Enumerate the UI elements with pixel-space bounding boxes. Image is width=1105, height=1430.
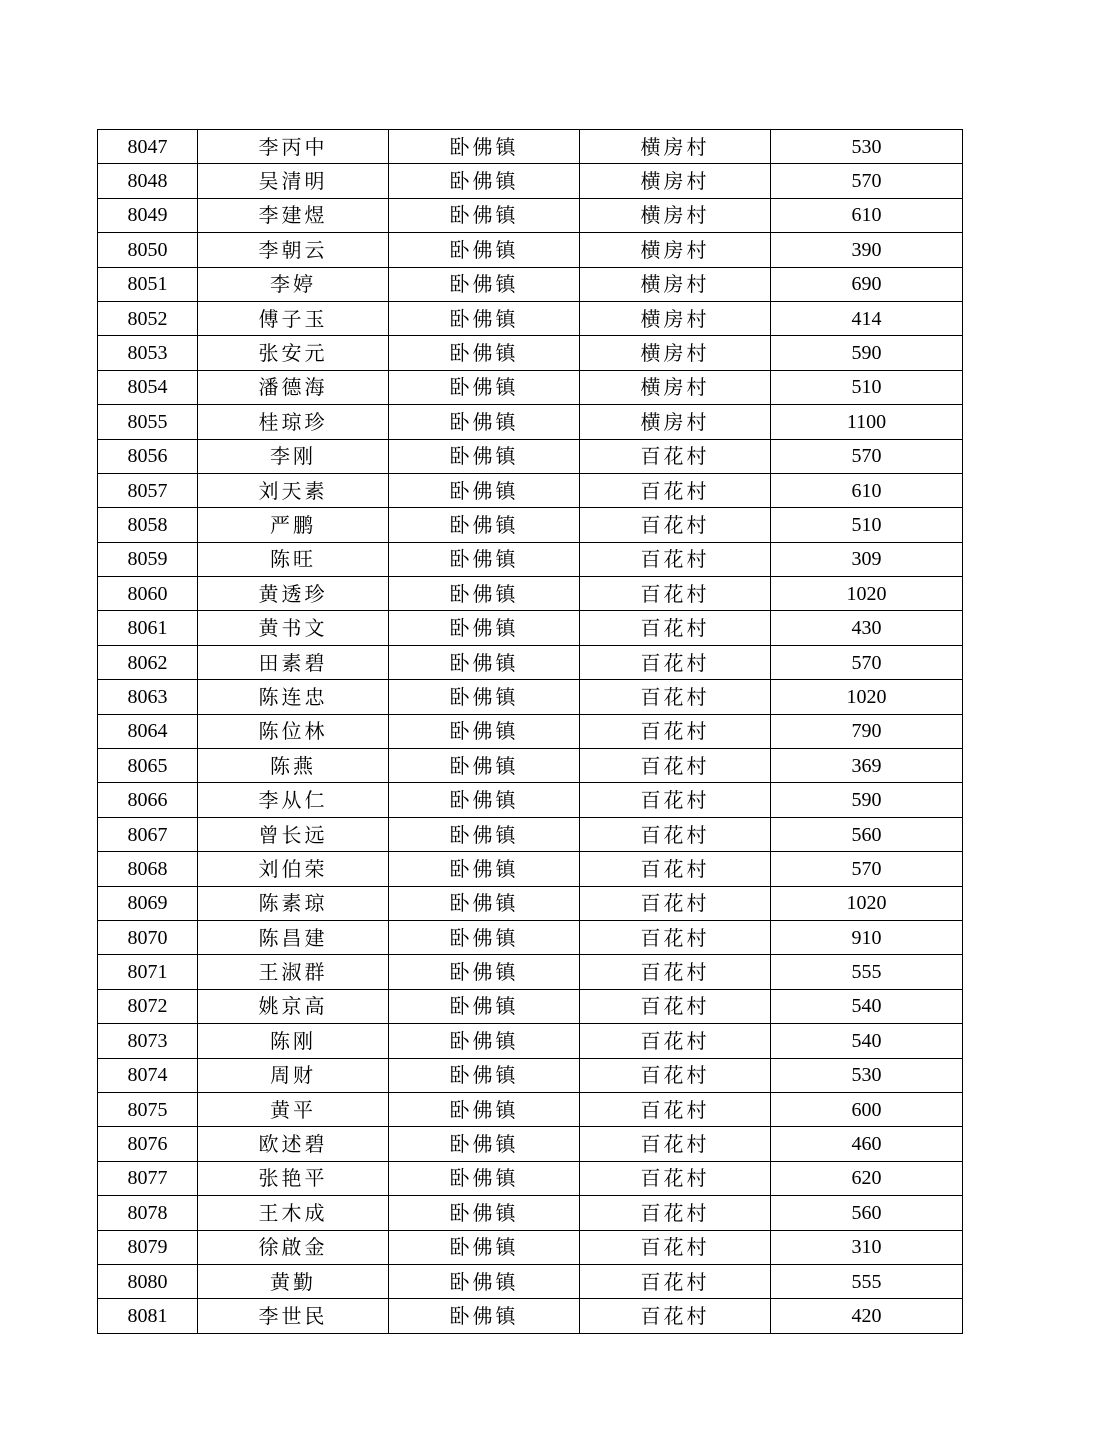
table-row [98, 1024, 963, 1058]
village-cell: 百花村 [580, 542, 771, 576]
village-cell: 百花村 [580, 783, 771, 817]
table-row [98, 989, 963, 1023]
village-cell: 百花村 [580, 680, 771, 714]
amount-cell: 540 [771, 989, 963, 1023]
amount-cell: 690 [771, 267, 963, 301]
person-name-cell: 陈连忠 [198, 680, 389, 714]
amount-cell: 790 [771, 714, 963, 748]
amount-cell: 610 [771, 473, 963, 507]
village-cell: 横房村 [580, 336, 771, 370]
table-row [98, 370, 963, 404]
amount-cell: 530 [771, 130, 963, 164]
table-row [98, 233, 963, 267]
village-cell: 百花村 [580, 989, 771, 1023]
person-name-cell: 陈燕 [198, 749, 389, 783]
town-cell: 卧佛镇 [389, 1127, 580, 1161]
town-cell: 卧佛镇 [389, 680, 580, 714]
amount-cell: 570 [771, 164, 963, 198]
amount-cell: 309 [771, 542, 963, 576]
record-id-cell: 8074 [98, 1058, 198, 1092]
person-name-cell: 徐啟金 [198, 1230, 389, 1264]
town-cell: 卧佛镇 [389, 130, 580, 164]
village-cell: 百花村 [580, 749, 771, 783]
record-id-cell: 8060 [98, 577, 198, 611]
person-name-cell: 黄勤 [198, 1264, 389, 1298]
record-id-cell: 8064 [98, 714, 198, 748]
amount-cell: 420 [771, 1299, 963, 1333]
table-row [98, 198, 963, 232]
village-cell: 百花村 [580, 1024, 771, 1058]
town-cell: 卧佛镇 [389, 1196, 580, 1230]
record-id-cell: 8047 [98, 130, 198, 164]
record-id-cell: 8067 [98, 817, 198, 851]
table-row [98, 749, 963, 783]
village-cell: 百花村 [580, 1264, 771, 1298]
amount-cell: 530 [771, 1058, 963, 1092]
amount-cell: 620 [771, 1161, 963, 1195]
town-cell: 卧佛镇 [389, 370, 580, 404]
record-id-cell: 8061 [98, 611, 198, 645]
town-cell: 卧佛镇 [389, 405, 580, 439]
village-cell: 百花村 [580, 439, 771, 473]
record-id-cell: 8078 [98, 1196, 198, 1230]
town-cell: 卧佛镇 [389, 233, 580, 267]
record-id-cell: 8072 [98, 989, 198, 1023]
village-cell: 横房村 [580, 370, 771, 404]
town-cell: 卧佛镇 [389, 336, 580, 370]
village-cell: 百花村 [580, 1058, 771, 1092]
town-cell: 卧佛镇 [389, 473, 580, 507]
town-cell: 卧佛镇 [389, 267, 580, 301]
town-cell: 卧佛镇 [389, 955, 580, 989]
town-cell: 卧佛镇 [389, 439, 580, 473]
amount-cell: 1020 [771, 680, 963, 714]
amount-cell: 610 [771, 198, 963, 232]
person-name-cell: 潘德海 [198, 370, 389, 404]
village-cell: 百花村 [580, 955, 771, 989]
record-id-cell: 8076 [98, 1127, 198, 1161]
table-row [98, 714, 963, 748]
table-row [98, 817, 963, 851]
amount-cell: 560 [771, 817, 963, 851]
town-cell: 卧佛镇 [389, 783, 580, 817]
amount-cell: 540 [771, 1024, 963, 1058]
town-cell: 卧佛镇 [389, 577, 580, 611]
person-name-cell: 陈位林 [198, 714, 389, 748]
table-row [98, 1196, 963, 1230]
table-row [98, 473, 963, 507]
table-row [98, 1264, 963, 1298]
town-cell: 卧佛镇 [389, 1230, 580, 1264]
person-name-cell: 陈旺 [198, 542, 389, 576]
person-name-cell: 刘天素 [198, 473, 389, 507]
table-row [98, 680, 963, 714]
village-cell: 横房村 [580, 233, 771, 267]
person-name-cell: 黄书文 [198, 611, 389, 645]
village-cell: 百花村 [580, 1230, 771, 1264]
record-id-cell: 8066 [98, 783, 198, 817]
table-row [98, 336, 963, 370]
person-name-cell: 王木成 [198, 1196, 389, 1230]
town-cell: 卧佛镇 [389, 749, 580, 783]
record-id-cell: 8054 [98, 370, 198, 404]
person-name-cell: 李世民 [198, 1299, 389, 1333]
village-cell: 百花村 [580, 1161, 771, 1195]
amount-cell: 570 [771, 645, 963, 679]
amount-cell: 430 [771, 611, 963, 645]
person-name-cell: 严鹏 [198, 508, 389, 542]
table-row [98, 920, 963, 954]
amount-cell: 510 [771, 508, 963, 542]
person-name-cell: 周财 [198, 1058, 389, 1092]
town-cell: 卧佛镇 [389, 920, 580, 954]
table-row [98, 542, 963, 576]
village-cell: 百花村 [580, 473, 771, 507]
town-cell: 卧佛镇 [389, 989, 580, 1023]
town-cell: 卧佛镇 [389, 1299, 580, 1333]
table-row [98, 439, 963, 473]
record-id-cell: 8081 [98, 1299, 198, 1333]
village-cell: 横房村 [580, 164, 771, 198]
town-cell: 卧佛镇 [389, 1024, 580, 1058]
town-cell: 卧佛镇 [389, 645, 580, 679]
record-id-cell: 8079 [98, 1230, 198, 1264]
town-cell: 卧佛镇 [389, 198, 580, 232]
amount-cell: 910 [771, 920, 963, 954]
village-cell: 横房村 [580, 130, 771, 164]
person-name-cell: 李刚 [198, 439, 389, 473]
amount-cell: 570 [771, 439, 963, 473]
table-row [98, 955, 963, 989]
town-cell: 卧佛镇 [389, 1264, 580, 1298]
person-name-cell: 刘伯荣 [198, 852, 389, 886]
amount-cell: 560 [771, 1196, 963, 1230]
amount-cell: 570 [771, 852, 963, 886]
person-name-cell: 黄透珍 [198, 577, 389, 611]
person-name-cell: 吴清明 [198, 164, 389, 198]
amount-cell: 460 [771, 1127, 963, 1161]
person-name-cell: 张安元 [198, 336, 389, 370]
person-name-cell: 姚京高 [198, 989, 389, 1023]
table-row [98, 577, 963, 611]
table-row [98, 1230, 963, 1264]
table-row [98, 1161, 963, 1195]
town-cell: 卧佛镇 [389, 611, 580, 645]
town-cell: 卧佛镇 [389, 1161, 580, 1195]
record-id-cell: 8053 [98, 336, 198, 370]
town-cell: 卧佛镇 [389, 852, 580, 886]
person-name-cell: 黄平 [198, 1092, 389, 1126]
town-cell: 卧佛镇 [389, 1092, 580, 1126]
amount-cell: 369 [771, 749, 963, 783]
village-cell: 百花村 [580, 508, 771, 542]
amount-cell: 414 [771, 301, 963, 335]
record-id-cell: 8057 [98, 473, 198, 507]
table-row [98, 1127, 963, 1161]
roster-table [97, 129, 963, 1334]
village-cell: 百花村 [580, 577, 771, 611]
record-id-cell: 8069 [98, 886, 198, 920]
village-cell: 百花村 [580, 714, 771, 748]
record-id-cell: 8055 [98, 405, 198, 439]
village-cell: 百花村 [580, 886, 771, 920]
village-cell: 百花村 [580, 1092, 771, 1126]
village-cell: 横房村 [580, 267, 771, 301]
record-id-cell: 8070 [98, 920, 198, 954]
person-name-cell: 李婷 [198, 267, 389, 301]
table-row [98, 405, 963, 439]
record-id-cell: 8068 [98, 852, 198, 886]
person-name-cell: 曾长远 [198, 817, 389, 851]
roster-table-body [98, 130, 963, 1334]
town-cell: 卧佛镇 [389, 508, 580, 542]
record-id-cell: 8049 [98, 198, 198, 232]
person-name-cell: 李朝云 [198, 233, 389, 267]
person-name-cell: 李建煜 [198, 198, 389, 232]
table-row [98, 611, 963, 645]
record-id-cell: 8050 [98, 233, 198, 267]
table-row [98, 130, 963, 164]
amount-cell: 510 [771, 370, 963, 404]
amount-cell: 1100 [771, 405, 963, 439]
person-name-cell: 陈刚 [198, 1024, 389, 1058]
record-id-cell: 8056 [98, 439, 198, 473]
table-row [98, 1092, 963, 1126]
town-cell: 卧佛镇 [389, 542, 580, 576]
table-row [98, 301, 963, 335]
village-cell: 百花村 [580, 920, 771, 954]
table-row [98, 1299, 963, 1333]
person-name-cell: 陈昌建 [198, 920, 389, 954]
person-name-cell: 桂琼珍 [198, 405, 389, 439]
town-cell: 卧佛镇 [389, 886, 580, 920]
amount-cell: 600 [771, 1092, 963, 1126]
record-id-cell: 8073 [98, 1024, 198, 1058]
village-cell: 百花村 [580, 1127, 771, 1161]
village-cell: 百花村 [580, 645, 771, 679]
person-name-cell: 张艳平 [198, 1161, 389, 1195]
record-id-cell: 8052 [98, 301, 198, 335]
amount-cell: 555 [771, 955, 963, 989]
person-name-cell: 王淑群 [198, 955, 389, 989]
table-row [98, 508, 963, 542]
person-name-cell: 陈素琼 [198, 886, 389, 920]
person-name-cell: 李丙中 [198, 130, 389, 164]
person-name-cell: 田素碧 [198, 645, 389, 679]
table-row [98, 886, 963, 920]
record-id-cell: 8065 [98, 749, 198, 783]
table-row [98, 267, 963, 301]
town-cell: 卧佛镇 [389, 164, 580, 198]
amount-cell: 590 [771, 783, 963, 817]
amount-cell: 1020 [771, 577, 963, 611]
amount-cell: 555 [771, 1264, 963, 1298]
amount-cell: 310 [771, 1230, 963, 1264]
amount-cell: 590 [771, 336, 963, 370]
record-id-cell: 8063 [98, 680, 198, 714]
village-cell: 百花村 [580, 817, 771, 851]
amount-cell: 390 [771, 233, 963, 267]
record-id-cell: 8075 [98, 1092, 198, 1126]
town-cell: 卧佛镇 [389, 1058, 580, 1092]
record-id-cell: 8059 [98, 542, 198, 576]
record-id-cell: 8080 [98, 1264, 198, 1298]
village-cell: 横房村 [580, 405, 771, 439]
village-cell: 百花村 [580, 852, 771, 886]
amount-cell: 1020 [771, 886, 963, 920]
table-row [98, 1058, 963, 1092]
record-id-cell: 8058 [98, 508, 198, 542]
record-id-cell: 8071 [98, 955, 198, 989]
town-cell: 卧佛镇 [389, 714, 580, 748]
record-id-cell: 8051 [98, 267, 198, 301]
village-cell: 百花村 [580, 611, 771, 645]
town-cell: 卧佛镇 [389, 817, 580, 851]
person-name-cell: 李从仁 [198, 783, 389, 817]
village-cell: 百花村 [580, 1299, 771, 1333]
record-id-cell: 8062 [98, 645, 198, 679]
village-cell: 横房村 [580, 301, 771, 335]
table-row [98, 852, 963, 886]
town-cell: 卧佛镇 [389, 301, 580, 335]
person-name-cell: 傅子玉 [198, 301, 389, 335]
person-name-cell: 欧述碧 [198, 1127, 389, 1161]
village-cell: 百花村 [580, 1196, 771, 1230]
record-id-cell: 8077 [98, 1161, 198, 1195]
table-row [98, 783, 963, 817]
record-id-cell: 8048 [98, 164, 198, 198]
table-row [98, 164, 963, 198]
village-cell: 横房村 [580, 198, 771, 232]
table-row [98, 645, 963, 679]
